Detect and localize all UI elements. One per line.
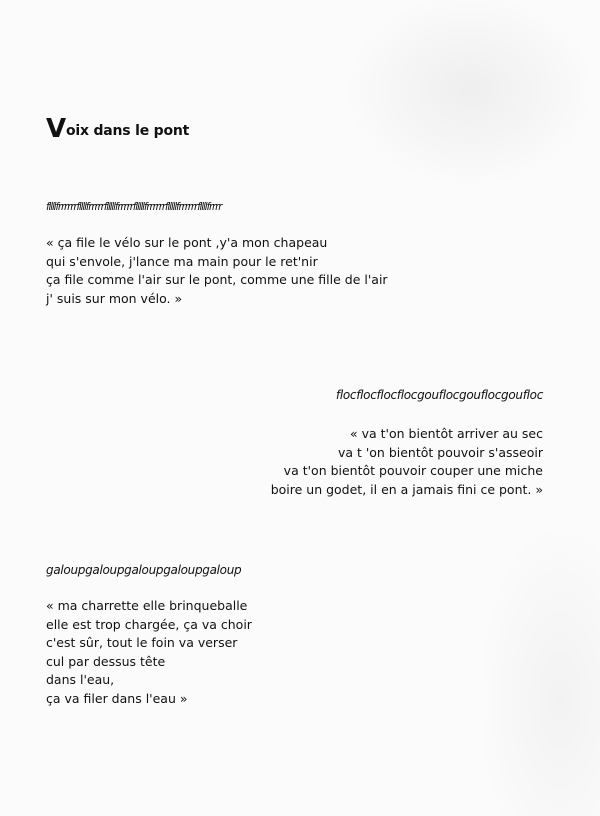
stanza-line: « ma charrette elle brinqueballe: [46, 598, 248, 613]
section1-stanza: [46, 234, 388, 308]
stanza-line: « va t'on bientôt arriver au sec: [350, 426, 543, 441]
stanza-line: va t 'on bientôt pouvoir s'asseoir: [337, 444, 543, 460]
stanza-line: qui s'envole, j'lance ma main pour le ret'nir: [46, 253, 318, 269]
section2-stanza: [271, 425, 543, 499]
section3-stanza: [46, 597, 252, 708]
title-initial: V: [46, 114, 66, 144]
section2-onomatopoeia: flocflocflocflocgouflocgouflocgoufloc: [335, 388, 543, 402]
stanza-line: elle est trop chargée, ça va choir: [46, 616, 252, 632]
stanza-line: ça va filer dans l'eau »: [46, 690, 188, 706]
title-rest: oix dans le pont: [65, 123, 190, 139]
stanza-line: « ça file le vélo sur le pont ,y'a mon chapeau: [46, 235, 328, 250]
stanza-line: dans l'eau,: [46, 672, 115, 687]
section1-onomatopoeia: fllllfrrrrrrfllllfrrrrrflllllfrrrrrflllllfrrrrrrflllllfrrrrrrfllllfrrrr: [46, 200, 222, 213]
stanza-line: cul par dessus tête: [46, 653, 166, 669]
stanza-line: va t'on bientôt pouvoir couper une miche: [283, 463, 543, 478]
stanza-line: boire un godet, il en a jamais fini ce pont. »: [270, 481, 543, 497]
section3-onomatopoeia: galoupgaloupgaloupgaloupgaloup: [46, 563, 242, 577]
stanza-line: c'est sûr, tout le foin va verser: [46, 635, 238, 650]
poem-title: [46, 116, 189, 142]
stanza-line: ça file comme l'air sur le pont, comme une fille de l'air: [46, 272, 388, 287]
stanza-line: j' suis sur mon vélo. »: [46, 290, 183, 306]
